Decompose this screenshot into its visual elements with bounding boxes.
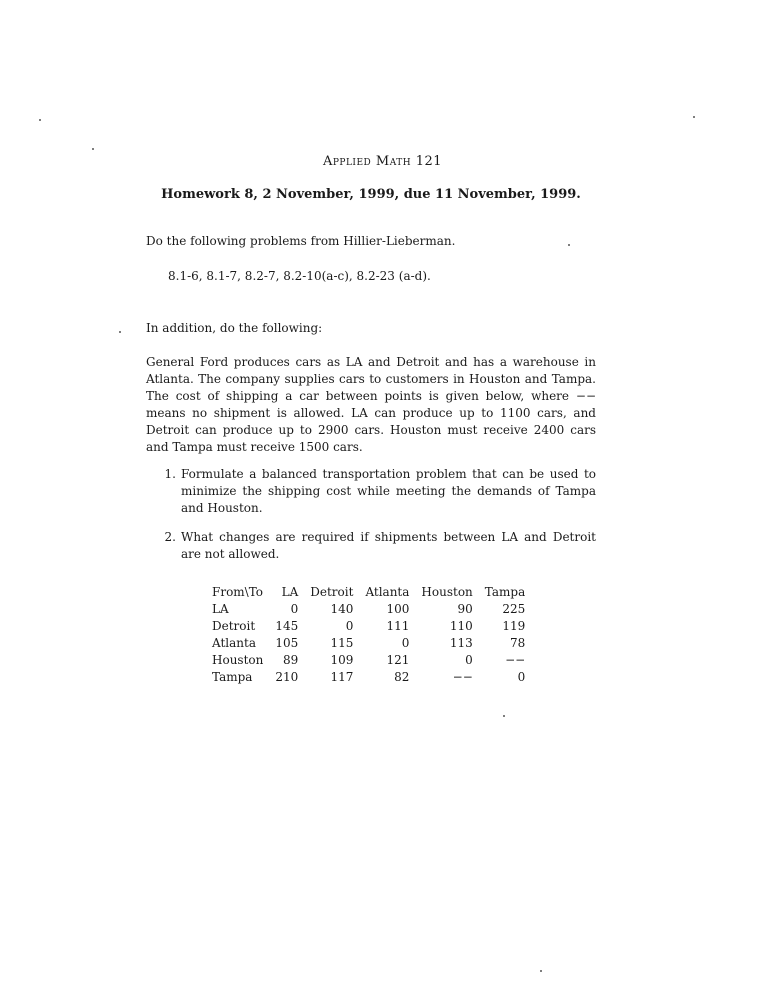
- table-cell: 90: [457, 602, 473, 616]
- table-cell: 111: [386, 619, 410, 633]
- scan-speck: [503, 715, 505, 717]
- table-cell: 0: [345, 619, 354, 633]
- addition-text: In addition, do the following:: [146, 321, 323, 335]
- table-cell: Atlanta: [212, 636, 256, 650]
- list-item-number: 1.: [164, 467, 176, 481]
- table-header-row: [208, 584, 525, 601]
- table-row: [208, 652, 525, 669]
- table-cell: LA: [212, 602, 229, 616]
- table-cell: 0: [401, 636, 410, 650]
- scan-speck: [119, 331, 121, 333]
- table-cell: 140: [330, 602, 354, 616]
- table-cell: 115: [330, 636, 354, 650]
- homework-title: Homework 8, 2 November, 1999, due 11 November, 1999.: [161, 187, 581, 202]
- table-header-cell: Tampa: [484, 585, 526, 599]
- table-cell: 89: [282, 653, 299, 667]
- table-header-cell: From\To: [212, 585, 264, 599]
- table-cell: 117: [330, 670, 354, 684]
- list-item-number: 2.: [164, 530, 176, 544]
- scan-speck: [39, 119, 41, 121]
- table-row: [208, 618, 525, 635]
- scan-speck: [568, 244, 570, 246]
- table-cell: 210: [275, 670, 299, 684]
- scan-speck: [540, 970, 542, 972]
- table-cell: 0: [290, 602, 299, 616]
- table-cell: 225: [502, 602, 526, 616]
- table-row: [208, 635, 525, 652]
- table-header-cell: LA: [281, 585, 299, 599]
- table-cell: 0: [517, 670, 526, 684]
- table-cell: 121: [386, 653, 410, 667]
- table-cell: Houston: [212, 653, 264, 667]
- table-cell: 145: [275, 619, 299, 633]
- table-cell: 100: [386, 602, 410, 616]
- problem-statement: General Ford produces cars as LA and Detroit and has a warehouse in Atlanta. The company supplies cars to customers in Houston and Tampa. The cost of shipping a car between points is given below, where −− means no shipment is allowed. LA can produce up to 1100 cars, and Detroit can produce up to 2900 cars. Houston must receive 2400 cars and Tampa must receive 1500 cars.: [146, 355, 596, 454]
- shipping-cost-table: [208, 584, 525, 686]
- table-cell: −−: [505, 653, 526, 667]
- scan-speck: [92, 148, 94, 150]
- table-cell: 110: [449, 619, 473, 633]
- table-header-cell: Atlanta: [365, 585, 410, 599]
- table-cell: 78: [509, 636, 526, 650]
- table-cell: 113: [449, 636, 473, 650]
- table-row: [208, 669, 525, 686]
- list-item-text: Formulate a balanced transportation problem that can be used to minimize the shipping cost while meeting the demands of Tampa and Houston.: [181, 467, 596, 515]
- table-cell: Detroit: [212, 619, 256, 633]
- table-cell: 105: [275, 636, 299, 650]
- table-header-cell: Houston: [421, 585, 473, 599]
- assigned-problems: 8.1-6, 8.1-7, 8.2-7, 8.2-10(a-c), 8.2-23 (a-d).: [168, 269, 431, 283]
- table-cell: 119: [502, 619, 526, 633]
- table-cell: Tampa: [212, 670, 253, 684]
- course-title: Applied Math 121: [322, 154, 443, 169]
- table-cell: −−: [452, 670, 473, 684]
- table-row: [208, 601, 525, 618]
- intro-text: Do the following problems from Hillier-Lieberman.: [146, 234, 456, 248]
- scan-speck: [693, 116, 695, 118]
- table-cell: 0: [465, 653, 473, 667]
- table-cell: 109: [330, 653, 354, 667]
- list-item-text: What changes are required if shipments between LA and Detroit are not allowed.: [181, 530, 596, 561]
- table-header-cell: Detroit: [310, 585, 354, 599]
- table-cell: 82: [394, 670, 410, 684]
